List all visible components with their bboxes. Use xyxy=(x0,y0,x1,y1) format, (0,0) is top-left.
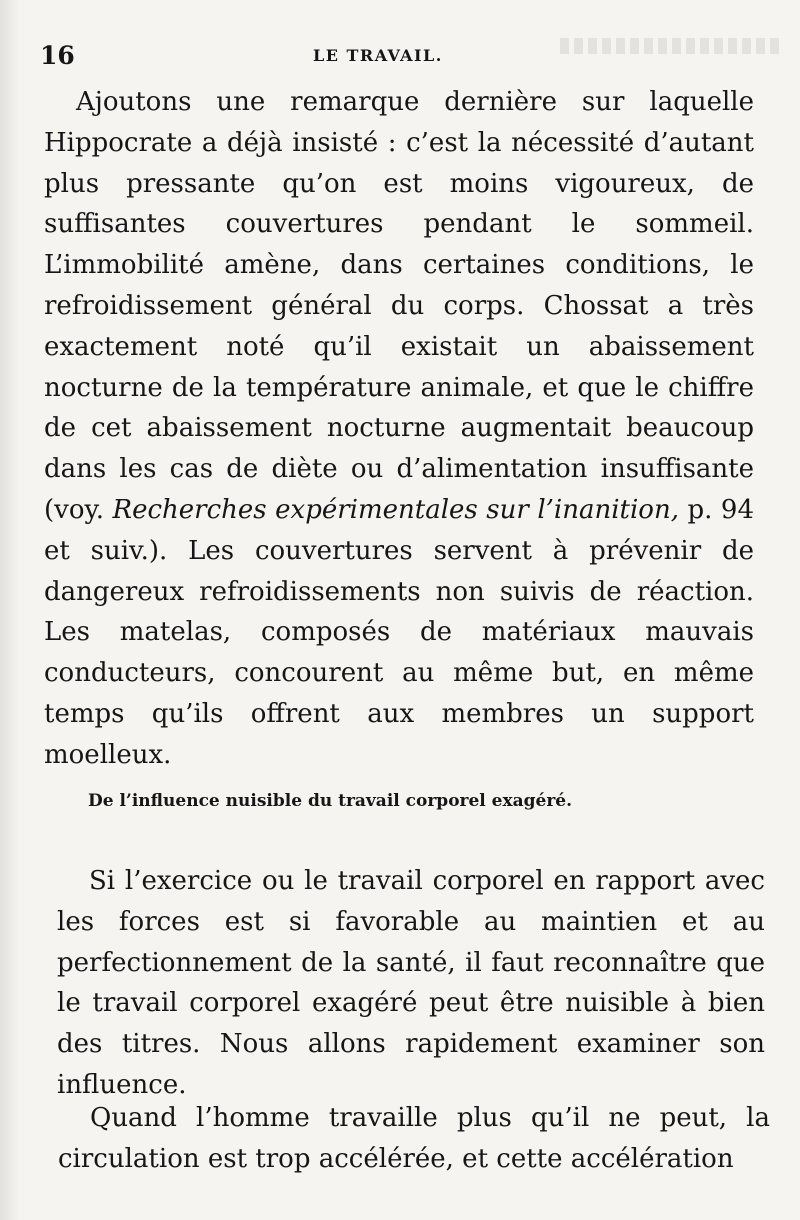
paragraph-1-text-end: p. 94 et suiv.). Les couvertures servent à prévenir de dangereux refroidissements non suivis de réaction. Les matelas, composés de matériaux mauvais conducteurs, concourent au même but, en même temps qu’ils offrent aux membres un support moelleux. xyxy=(44,494,755,770)
page-gutter-shadow xyxy=(0,0,20,1220)
italic-book-title: Recherches expérimentales sur l’inanition, xyxy=(112,494,679,525)
bleed-through-text xyxy=(560,38,780,54)
page-number: 16 xyxy=(40,41,75,70)
paragraph-1-text-start: Ajoutons une remarque dernière sur laquelle Hippocrate a déjà insisté : c’est la nécessité d’autant plus pressante qu’on est moins vigoureux, de suffisantes couvertures pendant le sommeil. L’immobilité amène, dans certaines conditions, le refroidissement général du corps. Chossat a très exactement noté qu’il existait un abaissement nocturne de la température animale, et que le chiffre de cet abaissement nocturne augmentait beaucoup dans les cas de diète ou d’alimentation insuffisante (voy. xyxy=(44,87,754,525)
paragraph-3: Quand l’homme travaille plus qu’il ne peut, la circulation est trop accélérée, et cette accélération xyxy=(58,1103,770,1174)
paragraph-2: Si l’exercice ou le travail corporel en rapport avec les forces est si favorable au maintien et au perfectionnement de la santé, il faut reconnaître que le travail corporel exagéré peut être nuisible à bien des titres. Nous allons rapidement examiner son influence. xyxy=(57,866,765,1100)
paragraph-1 xyxy=(44,82,754,776)
section-heading: De l’influence nuisible du travail corporel exagéré. xyxy=(88,791,573,811)
running-title: LE TRAVAIL. xyxy=(313,46,443,65)
